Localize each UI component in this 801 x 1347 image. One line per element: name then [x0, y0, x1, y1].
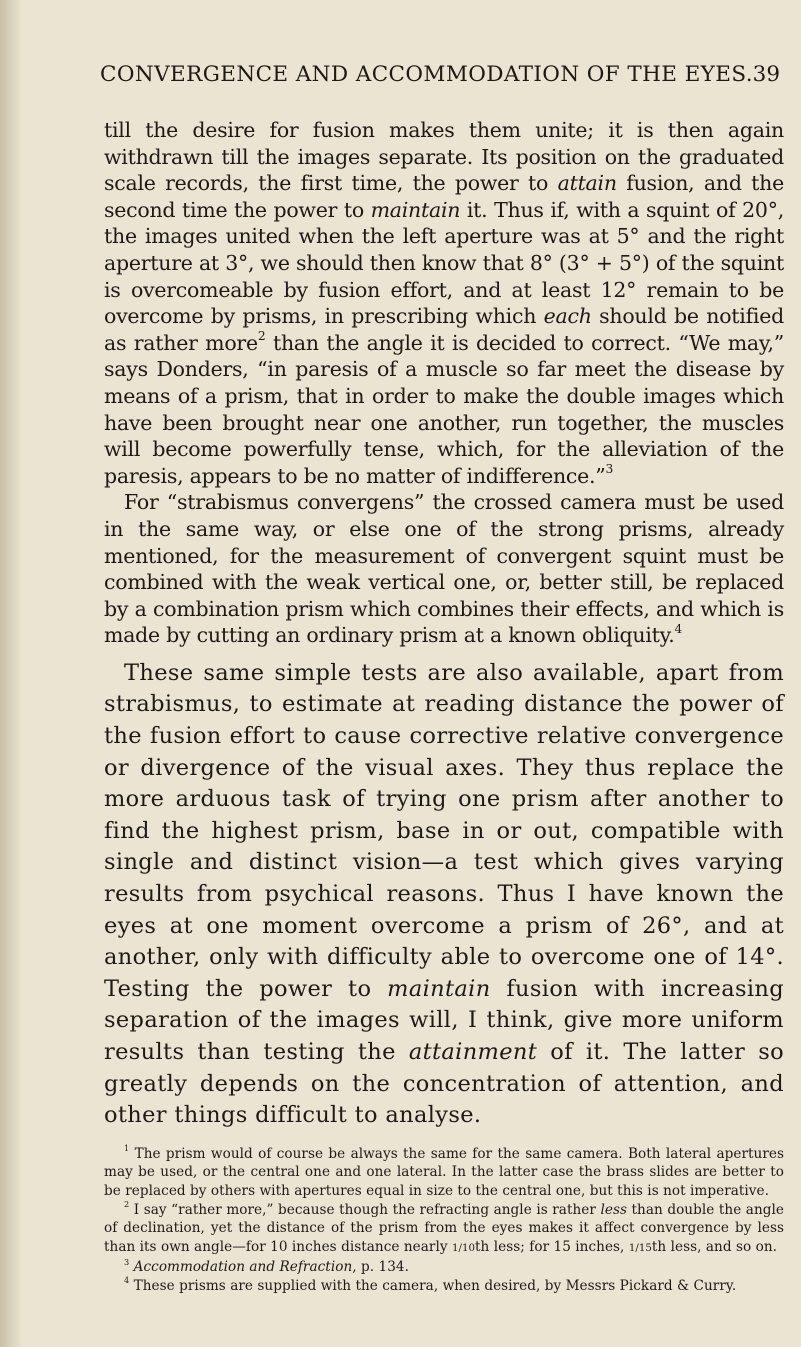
italic-less: less [600, 1201, 627, 1218]
text-run: should be notified as rather more [104, 304, 784, 355]
fraction: 1/10 [451, 1242, 476, 1254]
footnote-marker: 4 [124, 1275, 130, 1286]
footnote-3 [104, 1258, 784, 1277]
running-head-title: CONVERGENCE AND ACCOMMODATION OF THE EYES. [100, 62, 753, 87]
footnote-ref-4[interactable]: 4 [674, 621, 683, 636]
footnotes [104, 1145, 784, 1296]
page-number: 39 [752, 62, 780, 87]
paragraph-2 [104, 489, 784, 649]
running-head [100, 62, 780, 92]
fraction: 1/15 [628, 1242, 652, 1254]
text-run: of it. The latter so greatly depends on the concentration of attention, and other things difficult to analyse. [104, 1039, 785, 1129]
footnote-text: The prism would of course be always the same for the same camera. Both lateral apertures may be used, or the central one and one lateral. In the latter case the brass slides are better to be replaced by others with apertures equal in size to the central one, but this is not imperative. [104, 1145, 785, 1199]
footnote-2 [104, 1198, 785, 1259]
footnote-ref-2[interactable]: 2 [257, 329, 266, 344]
footnote-marker: 3 [124, 1256, 130, 1267]
footnote-text: , p. 134. [352, 1259, 409, 1276]
text-run: it. Thus if, with a squint of 20°, the images united when the left aperture was at 5° and the right aperture at 3°, we should then know that 8° (3° + 5°) of the squint is overcomeable by fusion effort, and at least 12° remain to be overcome by prisms, in prescribing which [104, 197, 784, 329]
footnote-4 [104, 1277, 784, 1296]
footnote-text: These prisms are supplied with the camera, when desired, by Messrs Pickard & Curry. [133, 1277, 737, 1294]
page-gutter-shadow [0, 0, 22, 1347]
footnote-text: I say “rather more,” because though the refracting angle is rather [133, 1201, 601, 1218]
footnote-ref-3[interactable]: 3 [605, 462, 614, 477]
paragraph-1 [104, 117, 784, 489]
body-text [104, 117, 784, 1296]
footnote-marker: 1 [124, 1143, 130, 1154]
footnote-text: than double the angle of declination, yet the distance of the prism from the eyes makes it affect convergence by less than its own angle—for 10 inches distance nearly [104, 1201, 785, 1255]
italic-attainment: attainment [408, 1039, 538, 1065]
text-run: fusion with increasing separation of the images will, I think, give more uniform results than testing the [104, 975, 784, 1065]
footnote-text: th less; for 15 inches, [475, 1238, 629, 1255]
italic-maintain: maintain [387, 975, 491, 1002]
footnote-text: th less, and so on. [651, 1238, 777, 1255]
text-run: fusion, and the second time the power to [104, 171, 784, 222]
text-run: than the angle it is decided to correct. “We may,” says Donders, “in paresis of a muscle so far meet the disease by means of a prism, that in order to make the double images which have been brought near one another, run together, the muscles will become powerfully tense, which, for the alleviation of the paresis, appears to be no matter of indifference.” [104, 330, 784, 488]
paragraph-3 [104, 658, 784, 1132]
text-run: For “strabismus convergens” the crossed camera must be used in the same way, or else one of the strong prisms, already mentioned, for the measurement of convergent squint must be combined with the weak vertical one, or, better still, be replaced by a combination prism which combines their effects, and which is made by cutting an ordinary prism at a known obliquity. [104, 490, 784, 648]
footnote-marker: 2 [124, 1198, 130, 1209]
italic-attain: attain [557, 171, 617, 196]
footnote-1 [104, 1145, 784, 1201]
italic-each: each [543, 304, 592, 329]
citation-title: Accommodation and Refraction [133, 1259, 353, 1276]
text-run: These same simple tests are also available, apart from strabismus, to estimate at reading distance the power of the fusion effort to cause corrective relative convergence or divergence of the visual axes. They thus replace the more arduous task of trying one prism after another to find the highest prism, base in or out, compatible with single and distinct vision—a test which gives varying results from psychical reasons. Thus I have known the eyes at one moment overcome a prism of 26°, and at another, only with difficulty able to overcome one of 14°. Testing the power to [104, 659, 784, 1002]
italic-maintain: maintain [370, 197, 461, 222]
text-run: till the desire for fusion makes them unite; it is then again withdrawn till the images separate. Its position on the graduated scale records, the first time, the power to [104, 118, 784, 196]
